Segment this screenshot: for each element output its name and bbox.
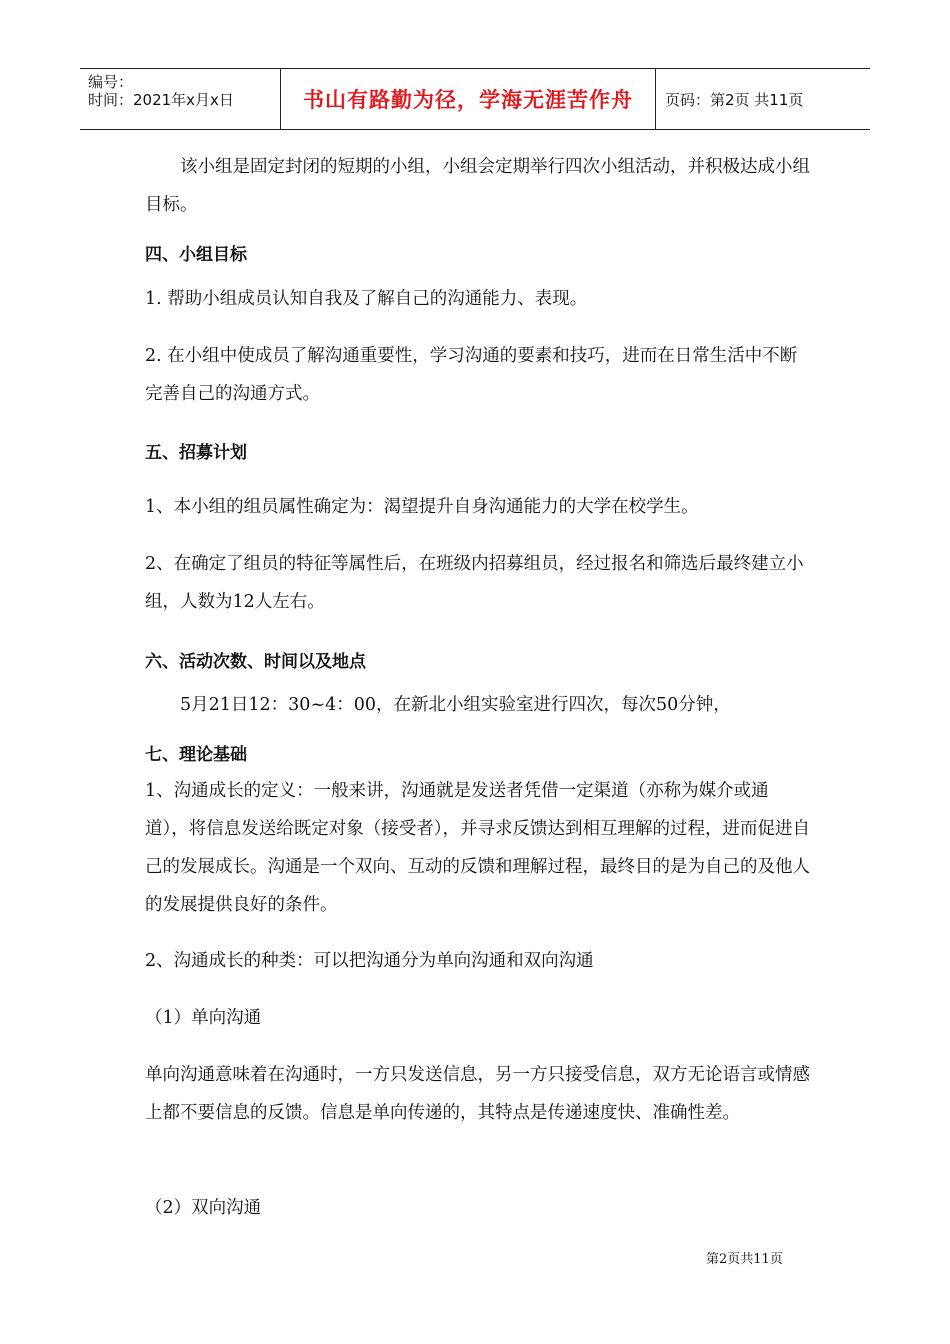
section-6-text: 5月21日12：30~4：00，在新北小组实验室进行四次，每次50分钟，: [180, 695, 731, 715]
section-4-item-1: 1. 帮助小组成员认知自我及了解自己的沟通能力、表现。: [145, 289, 588, 309]
section-7-item-2: 2、沟通成长的种类：可以把沟通分为单向沟通和双向沟通: [145, 951, 594, 971]
header-page-cell: [655, 69, 870, 129]
section-6-heading: 六、活动次数、时间以及地点: [145, 652, 366, 672]
section-7-item-1: 1、沟通成长的定义：一般来讲，沟通就是发送者凭借一定渠道（亦称为媒介或通道），将信息发送给既定对象（接受者），并寻求反馈达到相互理解的过程，进而促进自己的发展成长。沟通是一个双向、互动的反馈和理解过程，最终目的是为自己的及他人的发展提供良好的条件。: [145, 781, 810, 915]
section-5-item-1: 1、本小组的组员属性确定为：渴望提升自身沟通能力的大学在校学生。: [145, 497, 699, 517]
section-4-heading: 四、小组目标: [145, 245, 247, 265]
page-info: 页码：第2页 共11页: [665, 90, 804, 109]
header-motto-cell: [280, 69, 656, 129]
motto: 书山有路勤为径，学海无涯苦作舟: [303, 88, 633, 112]
subsection-1-heading: （1）单向沟通: [145, 1008, 262, 1028]
header-meta: [80, 69, 280, 129]
subsection-2-heading: （2）双向沟通: [145, 1198, 262, 1218]
section-5-item-2: 2、在确定了组员的特征等属性后，在班级内招募组员，经过报名和筛选后最终建立小组，人数为12人左右。: [145, 554, 804, 612]
intro-paragraph: 该小组是固定封闭的短期的小组，小组会定期举行四次小组活动，并积极达成小组目标。: [145, 157, 810, 215]
section-5-heading: 五、招募计划: [145, 443, 247, 463]
number-label: 编号：: [88, 73, 134, 91]
section-4-item-2: 2. 在小组中使成员了解沟通重要性，学习沟通的要素和技巧，进而在日常生活中不断完善自己的沟通方式。: [145, 346, 798, 404]
subsection-1-text: 单向沟通意味着在沟通时，一方只发送信息，另一方只接受信息，双方无论语言或情感上都不要信息的反馈。信息是单向传递的，其特点是传递速度快、准确性差。: [145, 1065, 810, 1123]
page-footer: 第2页共11页: [706, 1252, 783, 1267]
section-7-heading: 七、理论基础: [145, 745, 247, 765]
header-table: [80, 68, 870, 130]
time-label: 时间：2021年x月x日: [88, 91, 234, 109]
